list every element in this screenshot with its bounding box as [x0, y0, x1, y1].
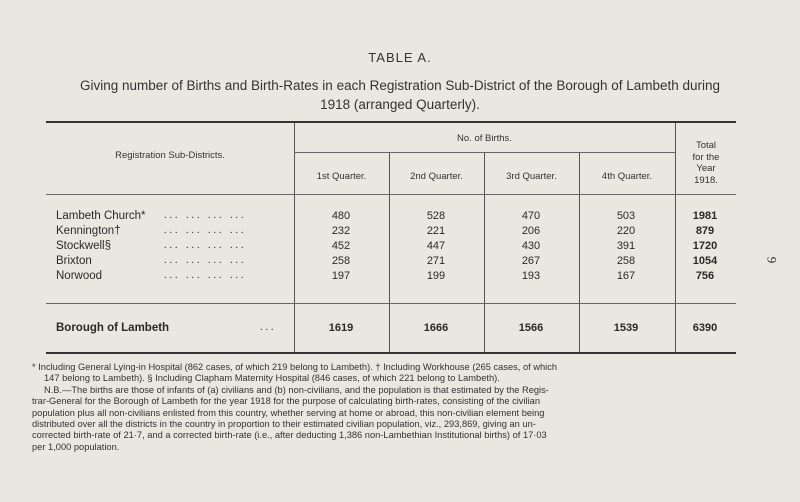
subtitle-line-2: 1918 (arranged Quarterly). — [320, 97, 480, 112]
footnotes — [32, 362, 752, 453]
q4-value: 503 — [616, 210, 636, 222]
total-value: 756 — [695, 270, 715, 282]
header-births: No. of Births. — [457, 133, 512, 144]
q3-value: 206 — [521, 225, 541, 237]
district-name: Norwood — [56, 270, 103, 282]
q2-value: 271 — [426, 255, 446, 267]
header-q2: 2nd Quarter. — [410, 171, 463, 182]
total-value: 6390 — [692, 322, 718, 334]
q1-value: 258 — [331, 255, 351, 267]
table-row — [0, 270, 800, 284]
q1-value: 452 — [331, 240, 351, 252]
footnote-line: distributed over all the districts in the country in proportion to their estimated civilian population, viz., 293,869, giving an un- — [32, 419, 536, 430]
q2-value: 1666 — [423, 322, 449, 334]
header-total — [680, 140, 732, 186]
total-value: 1054 — [692, 255, 718, 267]
borough-label: Borough of Lambeth — [56, 322, 170, 334]
top-rule — [46, 121, 736, 123]
table-row — [0, 210, 800, 224]
q4-value: 167 — [616, 270, 636, 282]
q1-value: 480 — [331, 210, 351, 222]
births-header-underline — [294, 152, 675, 153]
q3-value: 470 — [521, 210, 541, 222]
total-value: 879 — [695, 225, 715, 237]
q3-value: 1566 — [518, 322, 544, 334]
q3-value: 267 — [521, 255, 541, 267]
header-total-line-3: Year — [696, 163, 716, 174]
footnote-line: per 1,000 population. — [32, 441, 120, 452]
q4-value: 220 — [616, 225, 636, 237]
table-title: TABLE A. — [368, 50, 432, 65]
leader-dots: ... ... ... ... — [164, 225, 247, 236]
q1-value: 1619 — [328, 322, 354, 334]
footnote-line: corrected birth-rate of 21·7, and a corrected birth-rate (i.e., after deducting 1,386 non-Lambethian Institutional births) of 17·03 — [32, 430, 547, 441]
header-q1: 1st Quarter. — [316, 171, 367, 182]
page-number: 9 — [764, 256, 780, 264]
footnote-line: N.B.—The births are those of infants of (a) civilians and (b) non-civilians, and the population is that estimated by the Regis- — [44, 384, 549, 395]
header-bottom-line — [46, 194, 736, 195]
header-q3: 3rd Quarter. — [506, 171, 557, 182]
table-row — [0, 240, 800, 254]
q4-value: 1539 — [613, 322, 639, 334]
q3-value: 430 — [521, 240, 541, 252]
q4-value: 258 — [616, 255, 636, 267]
q2-value: 221 — [426, 225, 446, 237]
footnote-line: trar-General for the Borough of Lambeth for the year 1918 for the purpose of calculating birth-rates, consisting of the civilian — [32, 396, 540, 407]
footnote-line: 147 belong to Lambeth). § Including Clapham Maternity Hospital (846 cases, of which 221 belong to Lambeth). — [44, 373, 500, 384]
q2-value: 447 — [426, 240, 446, 252]
header-q4: 4th Quarter. — [601, 171, 653, 182]
footnote-line: * Including General Lying-in Hospital (862 cases, of which 219 belong to Lambeth). † Including Workhouse (265 cases, of which — [32, 362, 558, 372]
q1-value: 232 — [331, 225, 351, 237]
leader-dots: ... ... ... ... — [164, 240, 247, 251]
district-name: Kennington† — [56, 225, 121, 237]
leader-dots: ... ... ... ... — [164, 270, 247, 281]
table-row — [0, 225, 800, 239]
q2-value: 199 — [426, 270, 446, 282]
total-value: 1720 — [692, 240, 718, 252]
total-value: 1981 — [692, 210, 718, 222]
header-district: Registration Sub-Districts. — [115, 150, 225, 161]
q2-value: 528 — [426, 210, 446, 222]
table-subtitle — [0, 76, 800, 114]
header-total-line-4: 1918. — [694, 174, 718, 186]
subtitle-line-1: Giving number of Births and Birth-Rates in each Registration Sub-District of the Borough of Lambeth during — [79, 78, 721, 93]
q3-value: 193 — [521, 270, 541, 282]
leader-dots: ... ... ... ... — [164, 255, 247, 266]
district-name: Stockwell§ — [56, 240, 111, 252]
borough-separator-line — [46, 303, 736, 304]
footnote-line: population plus all non-civilians enlisted from this country, whether serving at home or abroad, this non-civilian element being — [32, 407, 545, 418]
borough-total-row — [0, 322, 800, 336]
header-total-line-2: for the — [692, 151, 720, 163]
leader-dots: ... — [260, 322, 277, 333]
leader-dots: ... ... ... ... — [164, 210, 247, 221]
q1-value: 197 — [331, 270, 351, 282]
table-row — [0, 255, 800, 269]
bottom-rule — [46, 352, 736, 354]
q4-value: 391 — [616, 240, 636, 252]
district-name: Brixton — [56, 255, 92, 267]
district-name: Lambeth Church* — [56, 210, 146, 222]
header-total-line-1: Total — [695, 140, 717, 151]
